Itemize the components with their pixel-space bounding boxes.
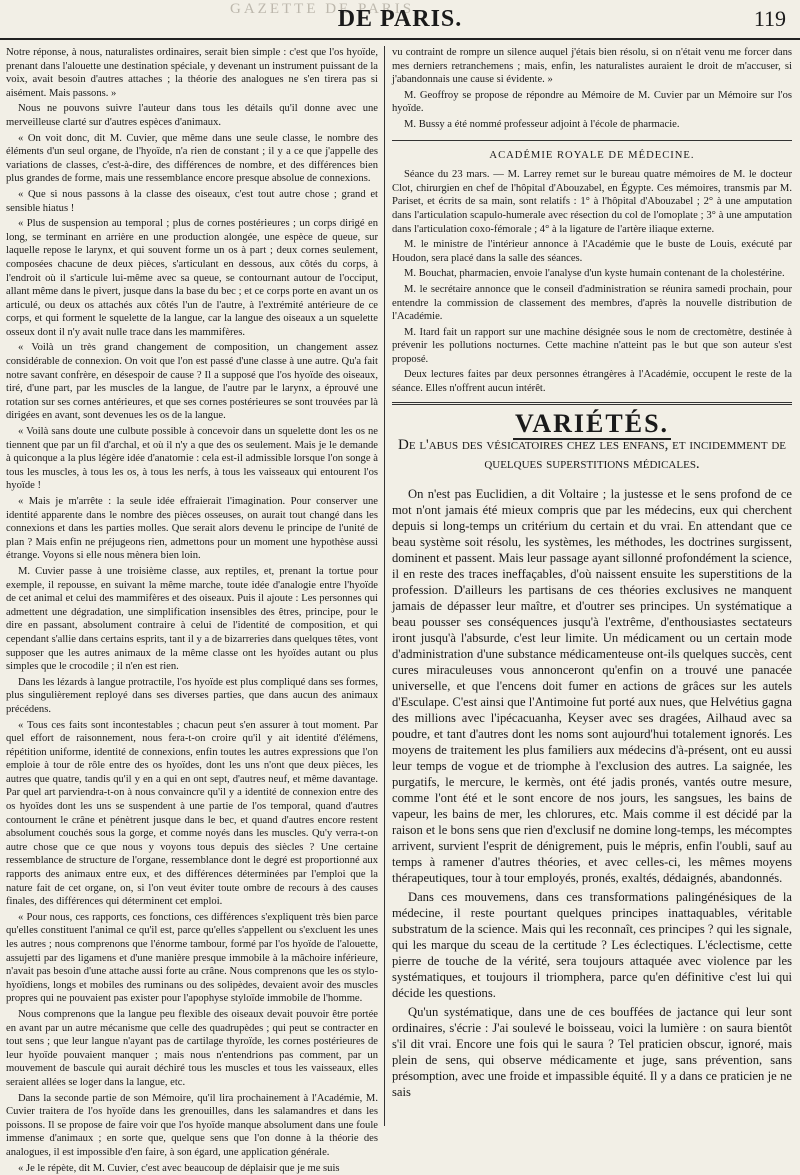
paragraph: « Plus de suspension au temporal ; plus de cornes postérieures ; un corps dirigé en long, se terminant en arrière en une production alongée, une espèce de queue, sur laquelle repose le larynx, et qui souvent forme un os à part ; deux cornes seulement, composées chacune de deux pièces, s'articulant en dessous, aux côtés du corps, à l'endroit où il s'articule lui-même avec sa queue, se contournant autour de l'occiput, allant même dans le pivert, jusque dans la base du bec ; et ce corps porte en avant un os articulé, ou deux os attachés aux côtés l'un de l'autre, à l'extrémité antérieure de ce corps, et qui forment le squelette de la langue, car la langue des oiseaux a un squelette osseux dont il n'y avait nulle trace dans les mammifères. bbox=[6, 217, 378, 339]
paragraph: « Mais je m'arrête : la seule idée effraierait l'imagination. Pour conserver une identité apparente dans le nombre des pièces osseuses, on aurait tout changé dans les connexions et dans les parties molles. Que serait alors devenu le principe de l'unité de plan ? Mais enfin ne préjugeons rien, admettons pour un moment une hypothèse aussi étrange. Voyons si elle nous mènera bien loin. bbox=[6, 495, 378, 563]
article-body bbox=[392, 486, 792, 1100]
paragraph: Nous ne pouvons suivre l'auteur dans tous les détails qu'il donne avec une merveilleuse clarté sur d'autres espèces d'animaux. bbox=[6, 102, 378, 129]
paragraph: « Voilà sans doute une culbute possible à concevoir dans un squelette dont les os ne tiennent que par un fil d'archal, et où il n'y a que des os seulement. Mais je le demande à quiconque a la plus légère idée d'anatomie : cela est-il admissible lorsque l'on songe à tous les muscles, à tous les os, à tous les nerfs, à tous les vaisseaux qui entourent l'os hyoïde ! bbox=[6, 425, 378, 493]
paragraph: Dans ces mouvemens, dans ces transformations palingénésiques de la médecine, il reste pourtant quelques principes inattaquables, véritable substratum de la science. Mais qui les reconnaît, ces principes ? qui les signale, qui les marque du sceau de la certitude ? Les éclectiques. L'éclectisme, cette pierre de touche de la vérité, sera toujours attaquée avec violence par les systématiques, et toujours il triomphera, parce qu'en définitive c'est lui qui décide les questions. bbox=[392, 889, 792, 1001]
paragraph: M. Cuvier passe à une troisième classe, aux reptiles, et, prenant la tortue pour exemple, il repousse, en suivant la même marche, toute idée d'analogie entre l'hyoïde de cet animal et celui des mammifères et des oiseaux. Puis il ajoute : Les personnes qui admettent une dégradation, une simplification insensibles des êtres, principe, pour le dire en passant, absolument contraire à celui de l'identité de composition, et qui cependant s'allie dans certains esprits, tant il y a de bizarreries dans quelques têtes, vont supposer que les autres animaux de la même classe ont les hyoïdes autant ou plus simples que le crocodile ; il n'en est rien. bbox=[6, 565, 378, 674]
paragraph: M. Bouchat, pharmacien, envoie l'analyse d'un kyste humain contenant de la cholestérine. bbox=[392, 267, 792, 281]
paragraph: vu contraint de rompre un silence auquel j'étais bien résolu, si on n'était venu me forcer dans mes derniers retranchemens ; mais, enfin, les naturalistes auraient le droit de m'accuser, si j'abandonnais une cause si évidente. » bbox=[392, 46, 792, 87]
article-title: De l'abus des vésicatoires chez les enfans, et incidemment de quelques superstitions médicales. bbox=[392, 436, 792, 474]
paragraph: « Pour nous, ces rapports, ces fonctions, ces différences s'expliquent très bien parce qu'elles constituent l'animal ce qu'il est, parce qu'elles s'appellent ou s'excluent les unes les autres ; nous comprenons que l'énorme tambour, formé par l'os hyoïde de l'alouette, assujetti par des ligamens et d'une manière presque immobile à la mâchoire inférieure, n'avait pas besoin d'une attache aussi forte au crâne. Nous comprenons que les os stylo-hyoïdiens, longs et mobiles des ruminans ou des solipèdes, devaient avoir des muscles propres qui ne pouvaient pas exister pour l'apophyse styloïde immobile de l'homme. bbox=[6, 911, 378, 1006]
faded-watermark: GAZETTE DE PARIS bbox=[230, 1, 414, 18]
right-column bbox=[392, 46, 792, 1126]
page-header bbox=[0, 0, 800, 40]
paragraph: « Voilà un très grand changement de composition, un changement assez considérable de connexion. On voit que l'on est passé d'une classe à une autre. Qu'a fait notre savant confrère, en désespoir de cause ? Il a supposé que l'os hyoïde des oiseaux, tiré, d'une part, par les muscles de la langue, de l'autre par le larynx, a éprouvé une rotation sur ses cornes antérieures, et que ses cornes postérieures se sont trouvées par là dirigées en avant, sont devenues les os de la langue. bbox=[6, 341, 378, 423]
left-column bbox=[6, 46, 378, 1126]
paragraph: « Je le répète, dit M. Cuvier, c'est avec beaucoup de déplaisir que je me suis bbox=[6, 1162, 378, 1175]
paragraph: M. Bussy a été nommé professeur adjoint à l'école de pharmacie. bbox=[392, 118, 792, 132]
paragraph: « On voit donc, dit M. Cuvier, que même dans une seule classe, le nombre des éléments d'un seul organe, de l'hyoïde, n'a rien de constant ; il y a ce que j'appelle des variations de classes, c'est-à-dire, des différences de nombre, et des différences bien plus grandes de forme, mais une ressemblance encore presque absolue de connexions. bbox=[6, 132, 378, 186]
page-number: 119 bbox=[754, 6, 786, 32]
paragraph: M. Itard fait un rapport sur une machine désignée sous le nom de crectomètre, destinée à prévenir les pollutions nocturnes. Cette machine n'atteint pas le but que son auteur s'est proposé. bbox=[392, 326, 792, 367]
paragraph: Notre réponse, à nous, naturalistes ordinaires, serait bien simple : c'est que l'os hyoïde, prenant dans l'alouette une destination spéciale, y devenant un instrument puissant de la voix, avait besoin d'autres attaches ; la théorie des analogues ne s'en tirera pas si aisément. Mais passons. » bbox=[6, 46, 378, 100]
paragraph: Séance du 23 mars. — M. Larrey remet sur le bureau quatre mémoires de M. le docteur Clot, chirurgien en chef de l'hôpital d'Abouzabel, en Égypte. Ces mémoires, transmis par M. Pariset, et écrits de sa main, sont relatifs : 1° à l'hôpital d'Abouzabel ; 2° à une amputation dans l'articulation scapulo-humerale avec résection du col de l'omoplate ; 3° à une amputation dans l'articulation coxo-fémorale ; 4° à la ligature de l'artère iliaque externe. bbox=[392, 168, 792, 236]
paragraph: M. Geoffroy se propose de répondre au Mémoire de M. Cuvier par un Mémoire sur l'os hyoïde. bbox=[392, 89, 792, 116]
varietes-heading-text: VARIÉTÉS. bbox=[513, 409, 671, 440]
section-double-divider bbox=[392, 402, 792, 405]
paragraph: « Que si nous passons à la classe des oiseaux, c'est tout autre chose ; grand et sensible hiatus ! bbox=[6, 188, 378, 215]
running-title: DE PARIS. bbox=[0, 6, 800, 33]
paragraph: Deux lectures faites par deux personnes étrangères à l'Académie, occupent le reste de la séance. Elles n'offrent aucun intérêt. bbox=[392, 368, 792, 395]
paragraph: Qu'un systématique, dans une de ces bouffées de jactance qui leur sont ordinaires, s'écrie : J'ai soulevé le boisseau, voici la lumière : on saura bientôt s'il dit vrai. Encore une fois qui le saura ? Tel praticien obscur, ignoré, mais plein de sens, qui observe médicamente et juge, sans prévention, sans présomption, avec une froide et impassible équité. Il y a dans ce praticien je ne sais bbox=[392, 1004, 792, 1100]
section-divider bbox=[392, 140, 792, 141]
academie-heading: ACADÉMIE ROYALE DE MÉDECINE. bbox=[392, 149, 792, 163]
column-divider bbox=[384, 46, 385, 1126]
paragraph: M. le secrétaire annonce que le conseil d'administration se réunira samedi prochain, pour entendre la commission de classement des membres, d'après la nouvelle distribution de l'Académie. bbox=[392, 283, 792, 324]
paragraph: Dans les lézards à langue protractile, l'os hyoïde est plus compliqué dans ses formes, plus singulièrement reployé dans ses diverses parties, que dans aucun des animaux précédens. bbox=[6, 676, 378, 717]
paragraph: Nous comprenons que la langue peu flexible des oiseaux devait pouvoir être portée en avant par un autre mécanisme que celle des quadrupèdes ; qui peut se contracter en tout sens ; que leur langue n'ayant pas de cartilage thyroïde, les cornes postérieures de leur hyoïde pouvaient manquer ; mais nous n'entendrions pas comment, par un mouvement de bascule qui aurait déchiré tous les muscles et tous les vaisseaux, elles seraient allées se loger dans la langue, etc. bbox=[6, 1008, 378, 1090]
paragraph: On n'est pas Euclidien, a dit Voltaire ; la justesse et le sens profond de ce mot n'ont jamais été mieux compris que par les médecins, eux qui cherchent depuis si long-temps un critérium du certain et du vrai. En attendant que ce beau système soit résolu, les systèmes, les méthodes, les doctrines surgissent, dominent et passent. Mais leur passage ayant sillonné profondément la science, il en reste des traces ineffaçables, d'où naissent ensuite les superstitions de la profession. D'ailleurs les partisans de ces théories exclusives ne manquent jamais de dépasser leur maître, et d'outrer ses principes. Un systématique a beau pousser ses conséquences jusqu'à l'extrême, d'enthousiastes sectateurs iront jusqu'à l'absurde, c'est leur limite. Un médicament ou un certain mode d'administration d'une substance médicamenteuse ont-ils quelques succès, cent cures miraculeuses vous annonceront qu'enfin on a trouvé une panacée universelle, et que l'encens doit fumer en actions de grâces sur les autels d'Esculape. C'est ainsi que l'Antimoine fut porté aux nues, que Helvétius gagna des millions avec l'ipécacuanha, Keyser avec ses dragées, Ailhaud avec sa poudre, et tant d'autres dont les noms sont aujourd'hui totalement ignorés. Les moyens de traitement les plus familiers aux médecins d'à-présent, ont eu aussi leur temps de vogue et de triomphe à l'exclusion des autres. La saignée, les purgatifs, le mercure, le kermès, ont été jadis pronés, vantés outre mesure, comme l'ont été et le sont encore de nos jours, les sangsues, les bains de vapeur, les bains de mer, les chlorures, etc. Mais comme il est décidé par la raison et le bons sens que rien d'exclusif ne domine long-temps, les mécomptes arrivent, survient l'esprit de dénigrement, puis le mépris, enfin l'oubli, sauf au temps à ramener d'autres théories, et avec celles-ci, les mêmes moyens thérapeutiques, tour à tour employés, pronés, exaltés, dédaignés, abandonnés. bbox=[392, 486, 792, 886]
paragraph: « Tous ces faits sont incontestables ; chacun peut s'en assurer à tout moment. Par quel effort de raisonnement, nous fera-t-on croire qu'il y ait identité d'élémens, répétition uniforme, identité de connexions, enfin toutes les autres expressions que l'on emploie à tour de rôle entre des os hyoïdes, dont les uns n'ont que deux pièces, les autres que quatre, tandis qu'il y en a qui en ont sept, d'autres neuf, et même davantage. Par quel art parviendra-t-on à nous convaincre qu'il y a identité de connexion entre des os hyoïdes dont les uns se suspendent à une partie de l'os temporal, quand d'autres contournent le crâne et pénètrent jusque dans le bec, et quand d'autres encore restent absolument couchés sous la gorge, et comme noyés dans les muscles. Qu'y verra-t-on autre chose que ce que nous y voyons tous depuis des siècles ? Une certaine ressemblance de structure de l'organe, ressemblance dont le degré est proportionné aux rapports des animaux entre eux, et des différences déterminées par l'emploi que la nature fait de cet organe, on, si l'on veut éviter toute ombre de recours à des causes finales, des différences qui déterminent cet emploi. bbox=[6, 719, 378, 909]
varietes-heading bbox=[392, 417, 792, 431]
paragraph: Dans la seconde partie de son Mémoire, qu'il lira prochainement à l'Académie, M. Cuvier traitera de l'os hyoïde dans les grenouilles, dans les salamandres et dans les poissons. Il se propose de faire voir que l'os hyoïde manque absolument dans une foule immense d'animaux ; en sorte que, quelque sens que l'on donne à la théorie des analogues, il est impossible d'en faire, à son égard, une application générale. bbox=[6, 1092, 378, 1160]
paragraph: M. le ministre de l'intérieur annonce à l'Académie que le buste de Louis, exécuté par Houdon, sera placé dans la salle des séances. bbox=[392, 238, 792, 265]
